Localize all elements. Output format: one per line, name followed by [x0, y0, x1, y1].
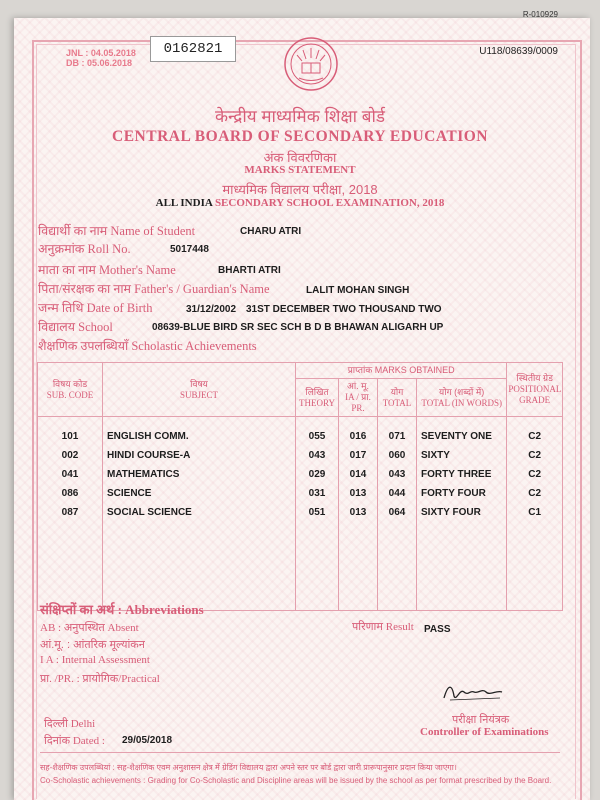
total-in-words: SIXTY FOUR — [417, 503, 507, 522]
abbreviations-title: संक्षिप्तों का अर्थ : Abbreviations — [40, 602, 204, 617]
subject-name: MATHEMATICS — [103, 465, 296, 484]
mother-name: BHARTI ATRI — [218, 265, 281, 276]
theory-marks: 051 — [296, 503, 339, 522]
exam-title-hindi: माध्यमिक विद्यालय परीक्षा, 2018 — [222, 182, 378, 197]
office-stamp — [66, 48, 136, 68]
col-total-in-words: योग (शब्दों में) TOTAL (IN WORDS) — [417, 379, 507, 417]
board-name-hindi: केन्द्रीय माध्यमिक शिक्षा बोर्ड — [215, 107, 385, 126]
subject-name: HINDI COURSE-A — [103, 446, 296, 465]
result-value: PASS — [424, 624, 451, 635]
sub-code: 086 — [38, 484, 103, 503]
col-theory: लिखित THEORY — [296, 379, 339, 417]
theory-marks: 029 — [296, 465, 339, 484]
school-label: विद्यालय School — [38, 320, 113, 334]
ia-marks: 014 — [339, 465, 378, 484]
subject-name: SOCIAL SCIENCE — [103, 503, 296, 522]
sub-code: 087 — [38, 503, 103, 522]
ia-marks: 013 — [339, 503, 378, 522]
co-scholastic-note-hindi: सह-शैक्षणिक उपलब्धियां : सह-शैक्षणिक एवम अनुशासन क्षेत्र में ग्रेडिंग विद्यालय द्वारा अपने स्तर पर बोर्ड द्वारा जारी प्रारूपानुसार प्रदान किया जाएगा। — [40, 763, 457, 772]
serial-number: 0162821 — [163, 41, 223, 57]
exam-title-english: SECONDARY SCHOOL EXAMINATION, 2018 — [214, 197, 445, 209]
positional-grade: C2 — [507, 484, 563, 503]
cbse-emblem-icon — [283, 36, 339, 92]
student-name: CHARU ATRI — [240, 226, 302, 237]
roll-no: 5017448 — [170, 244, 209, 255]
statement-title-english: MARKS STATEMENT — [244, 164, 356, 176]
marks-table — [37, 362, 563, 611]
dob-in-words: 31ST DECEMBER TWO THOUSAND TWO — [246, 304, 442, 315]
positional-grade: C2 — [507, 446, 563, 465]
table-row — [38, 446, 563, 465]
total-marks: 071 — [378, 417, 417, 447]
co-scholastic-note-english: Co-Scholastic achievements : Grading for Co-Scholastic and Discipline areas will be issued by the school as per format prescribed by the Board. — [40, 776, 552, 785]
ia-marks: 016 — [339, 417, 378, 447]
abbr-internal-hindi: आं.मू. : आंतरिक मूल्यांकन — [40, 639, 145, 651]
col-ia-pr: आं. मू. IA / प्रा. PR. — [339, 379, 378, 417]
scholastic-achievements-label: शैक्षणिक उपलब्धियाँ Scholastic Achievements — [38, 339, 257, 353]
theory-marks: 043 — [296, 446, 339, 465]
controller-signature — [440, 680, 510, 704]
document-code: R-010929 — [522, 10, 558, 19]
total-marks: 043 — [378, 465, 417, 484]
positional-grade: C2 — [507, 465, 563, 484]
stamp-line-1: JNL : 04.05.2018 — [66, 48, 136, 58]
board-name-english: CENTRAL BOARD OF SECONDARY EDUCATION — [112, 128, 488, 145]
date-label: दिनांक Dated : — [44, 735, 105, 747]
col-positional-grade: स्थितीय ग्रेड POSITIONAL GRADE — [507, 363, 563, 417]
exam-title-english-line — [0, 197, 600, 209]
theory-marks: 055 — [296, 417, 339, 447]
total-marks: 064 — [378, 503, 417, 522]
controller-title-english: Controller of Examinations — [420, 726, 549, 738]
controller-title-hindi: परीक्षा नियंत्रक — [452, 714, 510, 726]
mother-name-label: माता का नाम Mother's Name — [38, 263, 176, 277]
col-sub-code: विषय कोड SUB. CODE — [38, 363, 103, 417]
statement-title-hindi: अंक विवरणिका — [263, 150, 337, 165]
col-marks-obtained: प्राप्तांक MARKS OBTAINED — [296, 363, 507, 379]
school-name: 08639-BLUE BIRD SR SEC SCH B D B BHAWAN ALIGARH UP — [152, 322, 444, 333]
total-in-words: SIXTY — [417, 446, 507, 465]
total-marks: 044 — [378, 484, 417, 503]
col-subject: विषय SUBJECT — [103, 363, 296, 417]
serial-number-box — [150, 36, 236, 62]
table-row — [38, 484, 563, 503]
sub-code: 101 — [38, 417, 103, 447]
ia-marks: 013 — [339, 484, 378, 503]
father-name: LALIT MOHAN SINGH — [306, 285, 410, 296]
subject-name: SCIENCE — [103, 484, 296, 503]
positional-grade: C1 — [507, 503, 563, 522]
result-label: परिणाम Result — [352, 621, 414, 633]
abbr-internal-assessment: I A : Internal Assessment — [40, 654, 150, 666]
abbr-practical: प्रा. /PR. : प्रायोगिक/Practical — [40, 673, 160, 685]
footer-divider — [40, 752, 560, 753]
col-total: योग TOTAL — [378, 379, 417, 417]
table-row — [38, 417, 563, 447]
abbr-absent: AB : अनुपस्थित Absent — [40, 622, 139, 634]
table-row — [38, 465, 563, 484]
roll-no-label: अनुक्रमांक Roll No. — [38, 242, 131, 256]
theory-marks: 031 — [296, 484, 339, 503]
sub-code: 041 — [38, 465, 103, 484]
total-marks: 060 — [378, 446, 417, 465]
ia-marks: 017 — [339, 446, 378, 465]
total-in-words: SEVENTY ONE — [417, 417, 507, 447]
stamp-line-2: DB : 05.06.2018 — [66, 58, 133, 68]
table-blank-row — [38, 522, 563, 611]
reference-number: U118/08639/0009 — [479, 46, 558, 57]
dob: 31/12/2002 — [186, 304, 237, 315]
exam-prefix: ALL INDIA — [155, 197, 213, 209]
total-in-words: FORTY FOUR — [417, 484, 507, 503]
total-in-words: FORTY THREE — [417, 465, 507, 484]
subject-name: ENGLISH COMM. — [103, 417, 296, 447]
place: दिल्ली Delhi — [44, 718, 96, 730]
dob-label: जन्म तिथि Date of Birth — [38, 301, 153, 315]
father-name-label: पिता/संरक्षक का नाम Father's / Guardian's Name — [38, 282, 270, 296]
positional-grade: C2 — [507, 417, 563, 447]
sub-code: 002 — [38, 446, 103, 465]
table-row — [38, 503, 563, 522]
issue-date: 29/05/2018 — [122, 735, 173, 746]
student-name-label: विद्यार्थी का नाम Name of Student — [38, 224, 196, 238]
